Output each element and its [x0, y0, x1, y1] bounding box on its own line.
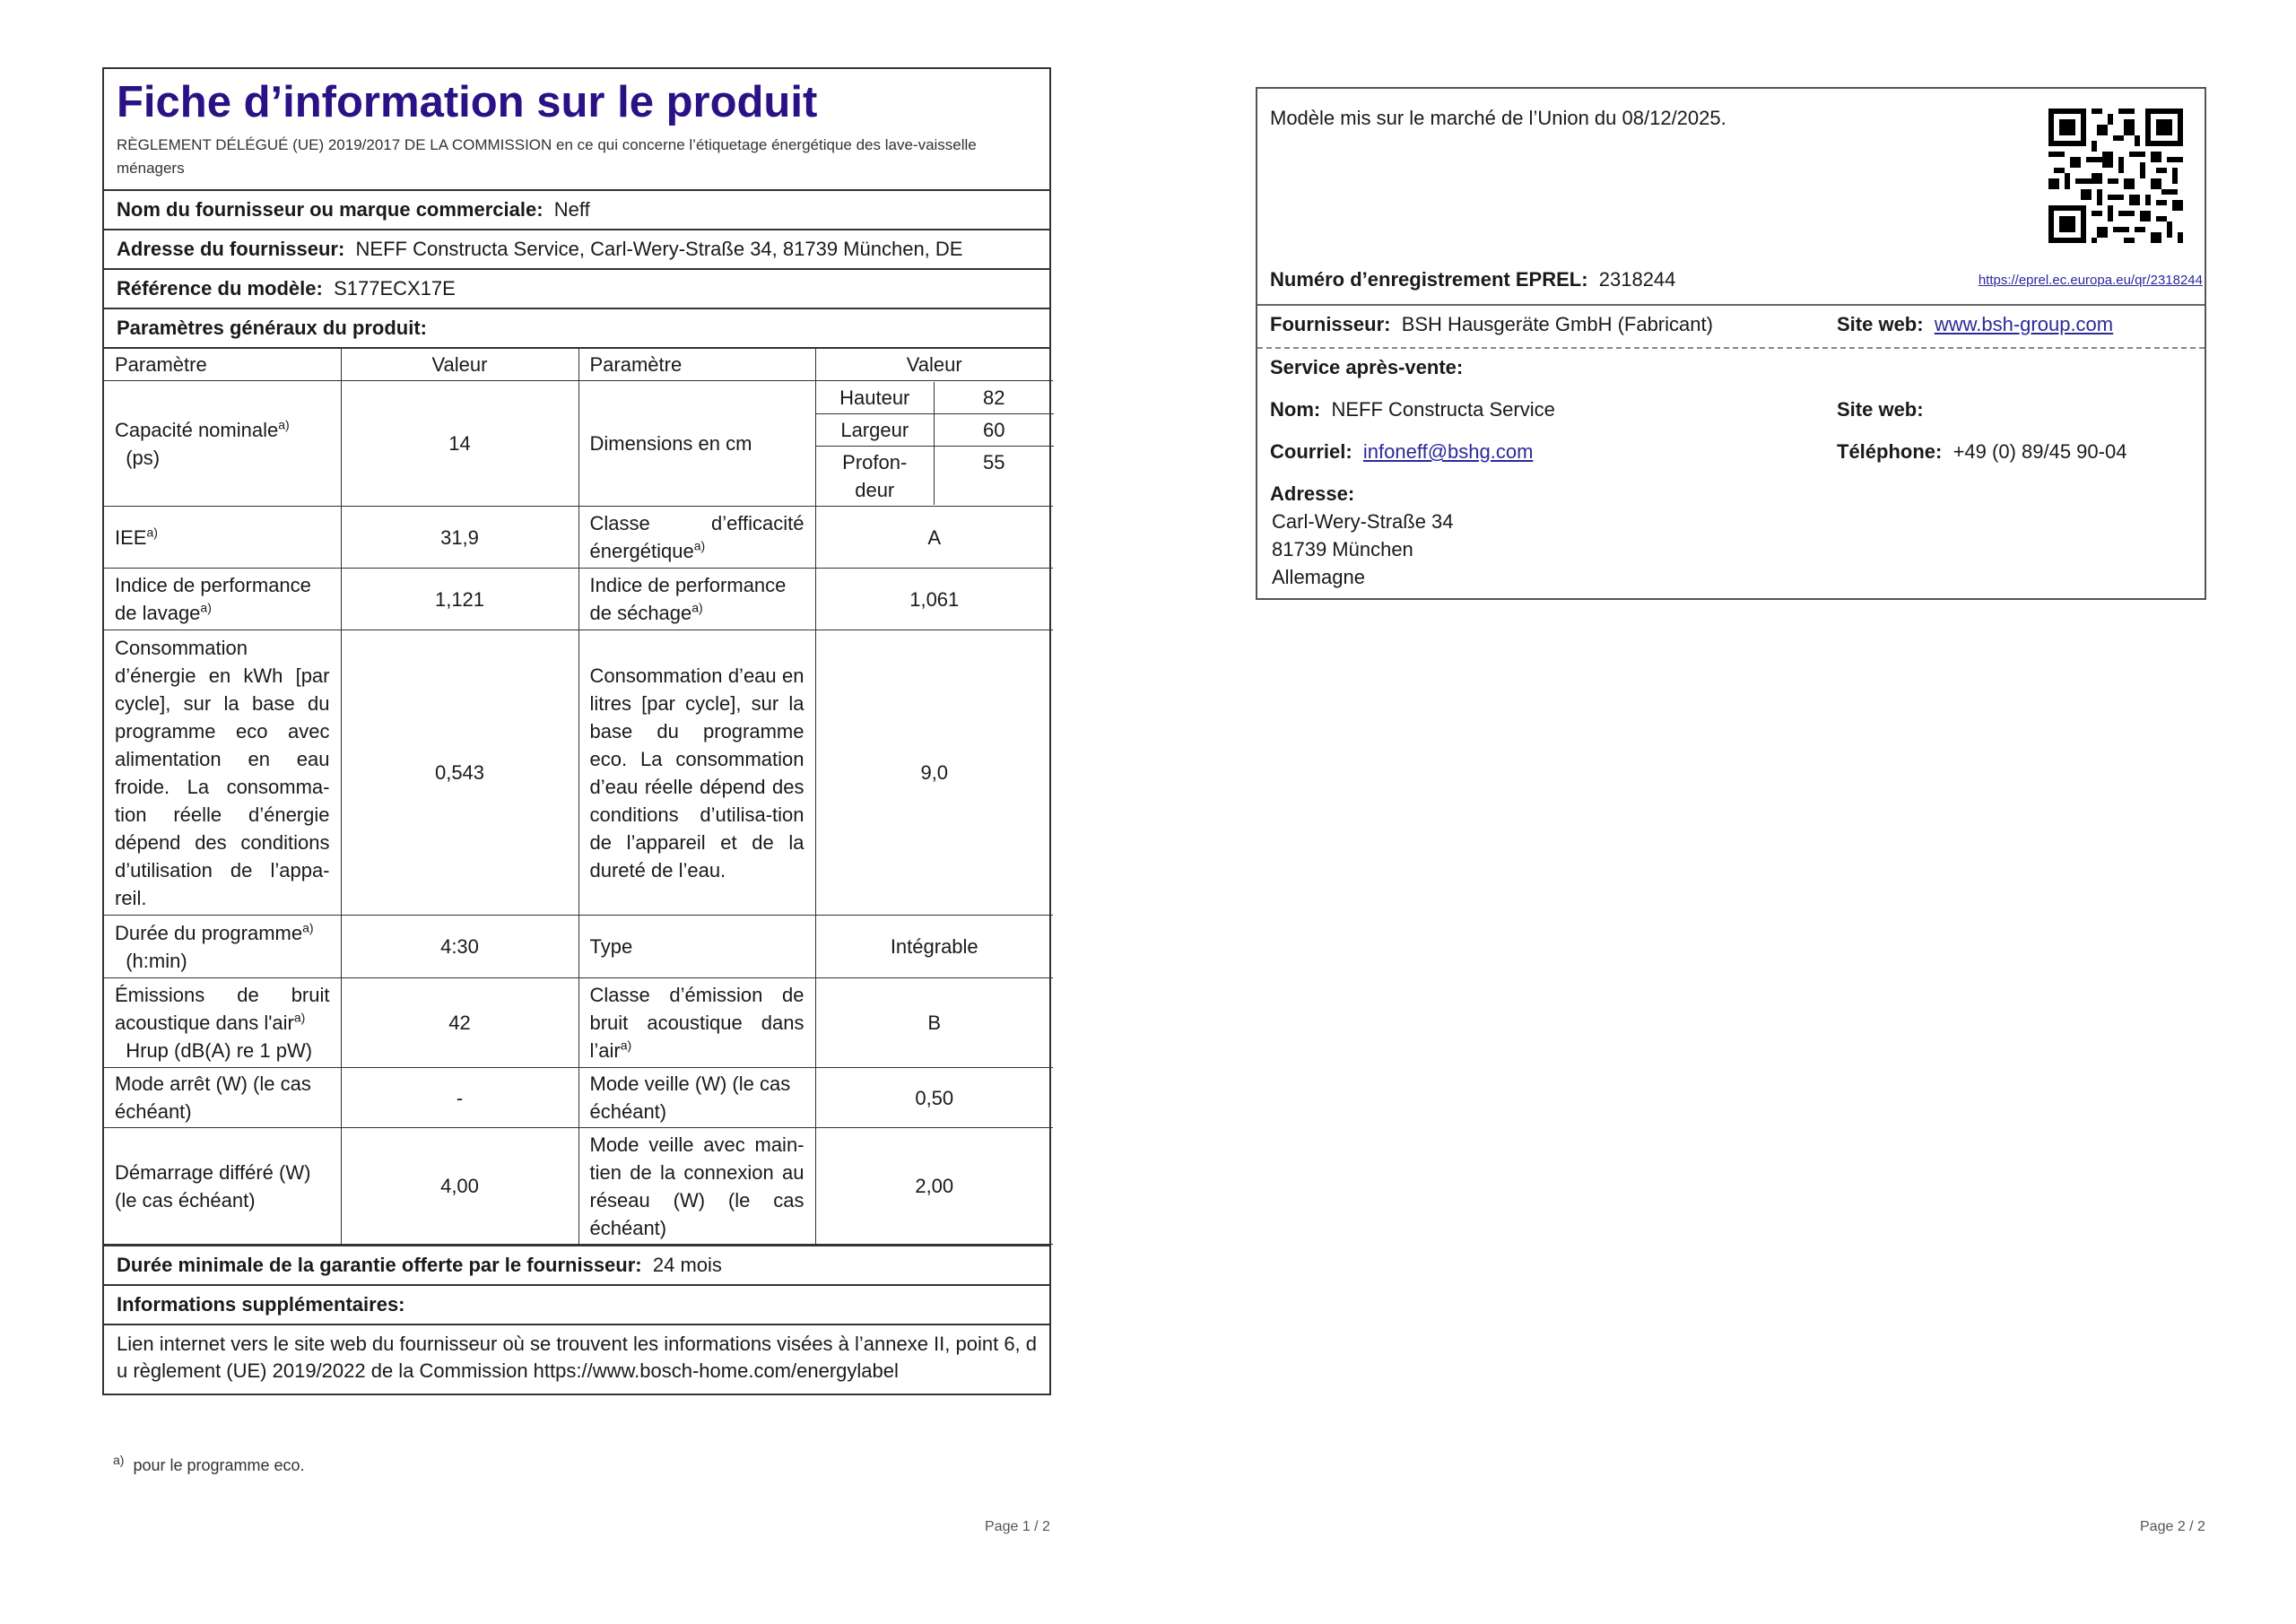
model-ref-row: [104, 270, 1049, 309]
energy-consumption-label: Consommation d’énergie en kWh [par cycle], sur la base du programme eco avec alimentation en eau froide. La consomma-tion réelle d’énergie dépend des conditions d’utilisation de l’appa-reil.: [104, 630, 341, 916]
eei-label: IEE: [115, 525, 147, 549]
website-link[interactable]: www.bsh-group.com: [1934, 313, 2114, 335]
eprel-row: [1270, 266, 1675, 293]
guarantee-row: [104, 1245, 1049, 1286]
website-label: Site web:: [1837, 313, 1924, 335]
page-title: Fiche d’information sur le produit: [117, 78, 818, 126]
divider: [1257, 304, 2205, 306]
duration-label-cell: [104, 916, 341, 978]
water-consumption-value: 9,0: [815, 630, 1053, 916]
footnote-sup: a): [200, 600, 212, 615]
table-row: [104, 569, 1053, 630]
capacity-label: Capacité nominale: [115, 418, 279, 441]
energy-class-label-cell: [578, 507, 815, 569]
supplier-name-label: Nom du fournisseur ou marque commerciale:: [117, 198, 544, 221]
additional-info-row: [104, 1286, 1049, 1325]
table-row: [104, 978, 1053, 1068]
phone-label: Téléphone:: [1837, 440, 1943, 463]
table-row: [104, 1068, 1053, 1128]
model-ref-label: Référence du modèle:: [117, 277, 323, 300]
email-link[interactable]: infoneff@bshg.com: [1362, 440, 1534, 463]
depth-label: Profon-deur: [816, 446, 935, 505]
footnote-mark: a): [113, 1453, 125, 1467]
additional-info-label: Informations supplémentaires:: [117, 1293, 405, 1316]
website-row: [1837, 311, 2113, 338]
additional-info-text: Lien internet vers le site web du fournisseur où se trouvent les informations visées à l’annexe II, point 6, du règlement (UE) 2019/2022 de la Commission https://www.bosch-home.com/energylabel: [117, 1333, 1038, 1382]
guarantee-label: Durée minimale de la garantie offerte par le fournisseur:: [117, 1254, 642, 1276]
noise-class-label-cell: [578, 978, 815, 1068]
capacity-value: 14: [341, 381, 578, 507]
header-param-2: Paramètre: [578, 349, 815, 381]
address-line-3: Allemagne: [1272, 566, 1365, 588]
supplier-address-row: [104, 230, 1049, 270]
delay-start-label: Démarrage différé (W) (le cas échéant): [104, 1128, 341, 1245]
website2-row: [1837, 396, 1924, 423]
dimensions-cell: [815, 381, 1053, 507]
width-value: 60: [935, 413, 1054, 446]
service-name: NEFF Constructa Service: [1331, 398, 1555, 421]
footnote-sup: a): [146, 525, 158, 540]
drying-label-cell: [578, 569, 815, 630]
guarantee-value: 24 mois: [652, 1254, 722, 1276]
eprel-number: 2318244: [1598, 268, 1676, 291]
footnote-text: pour le programme eco.: [133, 1456, 305, 1474]
cleaning-label-cell: [104, 569, 341, 630]
title-block: [104, 69, 1049, 191]
height-value: 82: [935, 382, 1054, 414]
type-value: Intégrable: [815, 916, 1053, 978]
supplier-label: Fournisseur:: [1270, 313, 1391, 335]
table-row: [104, 630, 1053, 916]
networked-standby-label: Mode veille avec main-tien de la connexion au réseau (W) (le cas échéant): [578, 1128, 815, 1245]
cleaning-value: 1,121: [341, 569, 578, 630]
supplier-address-label: Adresse du fournisseur:: [117, 238, 345, 260]
model-ref: S177ECX17E: [334, 277, 456, 300]
noise-unit: Hrup (dB(A) re 1 pW): [126, 1039, 313, 1062]
service-name-row: [1270, 396, 1555, 423]
footnote-sup: a): [620, 1038, 632, 1053]
table-row: [104, 1128, 1053, 1245]
address-line-1: Carl-Wery-Straße 34: [1272, 510, 1454, 533]
qr-code-icon: [2048, 109, 2183, 243]
product-info-sheet: [102, 67, 1051, 1395]
footnote: [113, 1453, 305, 1475]
header-param-1: Paramètre: [104, 349, 341, 381]
table-header-row: [104, 349, 1053, 381]
width-label: Largeur: [816, 413, 935, 446]
table-row: [104, 916, 1053, 978]
footnote-sup: a): [693, 538, 706, 553]
product-info-page-2: [1256, 87, 2206, 600]
phone-value: +49 (0) 89/45 90-04: [1952, 440, 2127, 463]
duration-value: 4:30: [341, 916, 578, 978]
phone-row: [1837, 439, 2126, 465]
table-row: [104, 507, 1053, 569]
page-number-2: Page 2 / 2: [2140, 1519, 2205, 1534]
page-number-1: Page 1 / 2: [985, 1519, 1050, 1534]
footnote-sup: a): [278, 417, 290, 432]
address-label: [1270, 481, 1354, 508]
dashed-divider: [1257, 347, 2205, 349]
after-sales-heading: Service après-vente:: [1270, 356, 1464, 378]
standby-label: Mode veille (W) (le cas échéant): [578, 1068, 815, 1128]
delay-start-value: 4,00: [341, 1128, 578, 1245]
footnote-sup: a): [691, 600, 703, 615]
dimensions-label: Dimensions en cm: [578, 381, 815, 507]
energy-consumption-value: 0,543: [341, 630, 578, 916]
noise-label: Émissions de bruit acoustique dans l'air: [115, 984, 330, 1034]
supplier-value: BSH Hausgeräte GmbH (Fabricant): [1401, 313, 1713, 335]
supplier-row: [1270, 311, 1713, 338]
noise-label-cell: [104, 978, 341, 1068]
name-label: Nom:: [1270, 398, 1321, 421]
email-label: Courriel:: [1270, 440, 1352, 463]
footnote-sup: a): [302, 920, 314, 935]
noise-class-value: B: [815, 978, 1053, 1068]
energy-class-value: A: [815, 507, 1053, 569]
height-label: Hauteur: [816, 382, 935, 414]
off-mode-value: -: [341, 1068, 578, 1128]
website2-label: Site web:: [1837, 398, 1924, 421]
footnote-sup: a): [293, 1010, 306, 1025]
standby-value: 0,50: [815, 1068, 1053, 1128]
cleaning-label: Indice de performance de lavage: [115, 574, 311, 624]
address-heading: Adresse:: [1270, 482, 1355, 505]
drying-label: Indice de performance de séchage: [589, 574, 787, 624]
supplier-address: NEFF Constructa Service, Carl-Wery-Straße 34, 81739 München, DE: [355, 238, 963, 260]
email-row: [1270, 439, 1533, 465]
eei-value: 31,9: [341, 507, 578, 569]
regulation-text: RÈGLEMENT DÉLÉGUÉ (UE) 2019/2017 DE LA COMMISSION en ce qui concerne l’étiquetage énergétique des lave-vaisselle ménagers: [117, 136, 977, 177]
header-value-2: Valeur: [815, 349, 1053, 381]
networked-standby-value: 2,00: [815, 1128, 1053, 1245]
off-mode-label: Mode arrêt (W) (le cas échéant): [104, 1068, 341, 1128]
params-table: [104, 349, 1053, 1245]
duration-label: Durée du programme: [115, 921, 303, 944]
address-line-2: 81739 München: [1272, 538, 1413, 560]
market-date: Modèle mis sur le marché de l’Union du 08/12/2025.: [1270, 107, 1726, 129]
supplier-name: Neff: [553, 198, 590, 221]
table-row: [104, 381, 1053, 507]
supplier-name-row: [104, 191, 1049, 230]
general-params-row: [104, 309, 1049, 349]
capacity-label-cell: [104, 381, 341, 507]
dimensions-subtable: [816, 382, 1054, 506]
water-consumption-label: Consommation d’eau en litres [par cycle], sur la base du programme eco. La consommation d’eau réelle dépend des conditions d’utilisa-tion de l’appareil et de la dureté de l’eau.: [578, 630, 815, 916]
duration-unit: (h:min): [126, 949, 187, 972]
drying-value: 1,061: [815, 569, 1053, 630]
eprel-label: Numéro d’enregistrement EPREL:: [1270, 268, 1588, 291]
energy-class-label: Classe d’efficacité énergétique: [589, 512, 804, 562]
noise-value: 42: [341, 978, 578, 1068]
header-value-1: Valeur: [341, 349, 578, 381]
depth-value: 55: [935, 446, 1054, 505]
eprel-link[interactable]: https://eprel.ec.europa.eu/qr/2318244: [1978, 273, 2203, 288]
after-sales-label: [1270, 354, 1463, 381]
general-params-label: Paramètres généraux du produit:: [117, 317, 427, 339]
eei-label-cell: [104, 507, 341, 569]
type-label: Type: [578, 916, 815, 978]
capacity-unit: (ps): [126, 446, 161, 469]
noise-class-label: Classe d’émission de bruit acoustique dans l’air: [589, 984, 804, 1062]
